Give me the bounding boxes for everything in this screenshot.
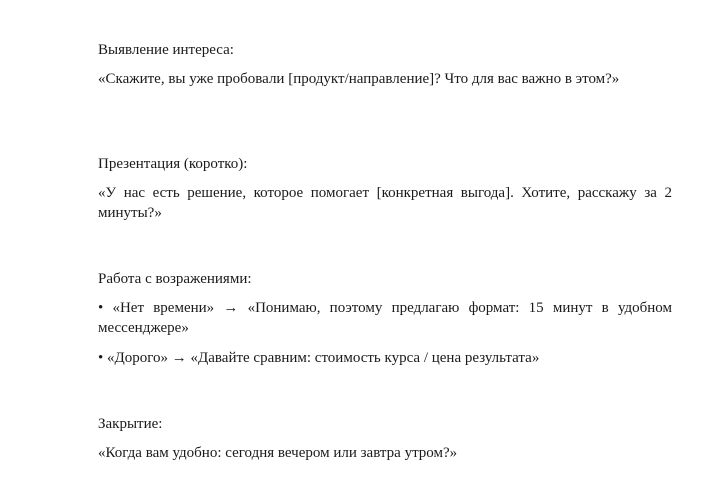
section-heading: Презентация (коротко): [98,156,248,172]
section-presentation [98,155,672,223]
bullet-item: • «Дорого» → «Давайте сравним: стоимость курса / цена результата» [98,350,540,366]
section-paragraph: «У нас есть решение, которое помогает [конкретная выгода]. Хотите, расскажу за 2 минуты?» [98,185,672,221]
section-paragraph: «Скажите, вы уже пробовали [продукт/направление]? Что для вас важно в этом?» [98,71,620,87]
bullet-item: • «Нет времени» → «Понимаю, поэтому предлагаю формат: 15 минут в удобном мессенджере» [98,300,672,336]
section-closing [98,415,672,463]
section-paragraph: «Когда вам удобно: сегодня вечером или завтра утром?» [98,445,458,461]
section-heading: Работа с возражениями: [98,271,252,287]
section-interest [98,41,672,89]
section-heading: Выявление интереса: [98,42,234,58]
section-objections [98,270,672,368]
section-heading: Закрытие: [98,416,163,432]
